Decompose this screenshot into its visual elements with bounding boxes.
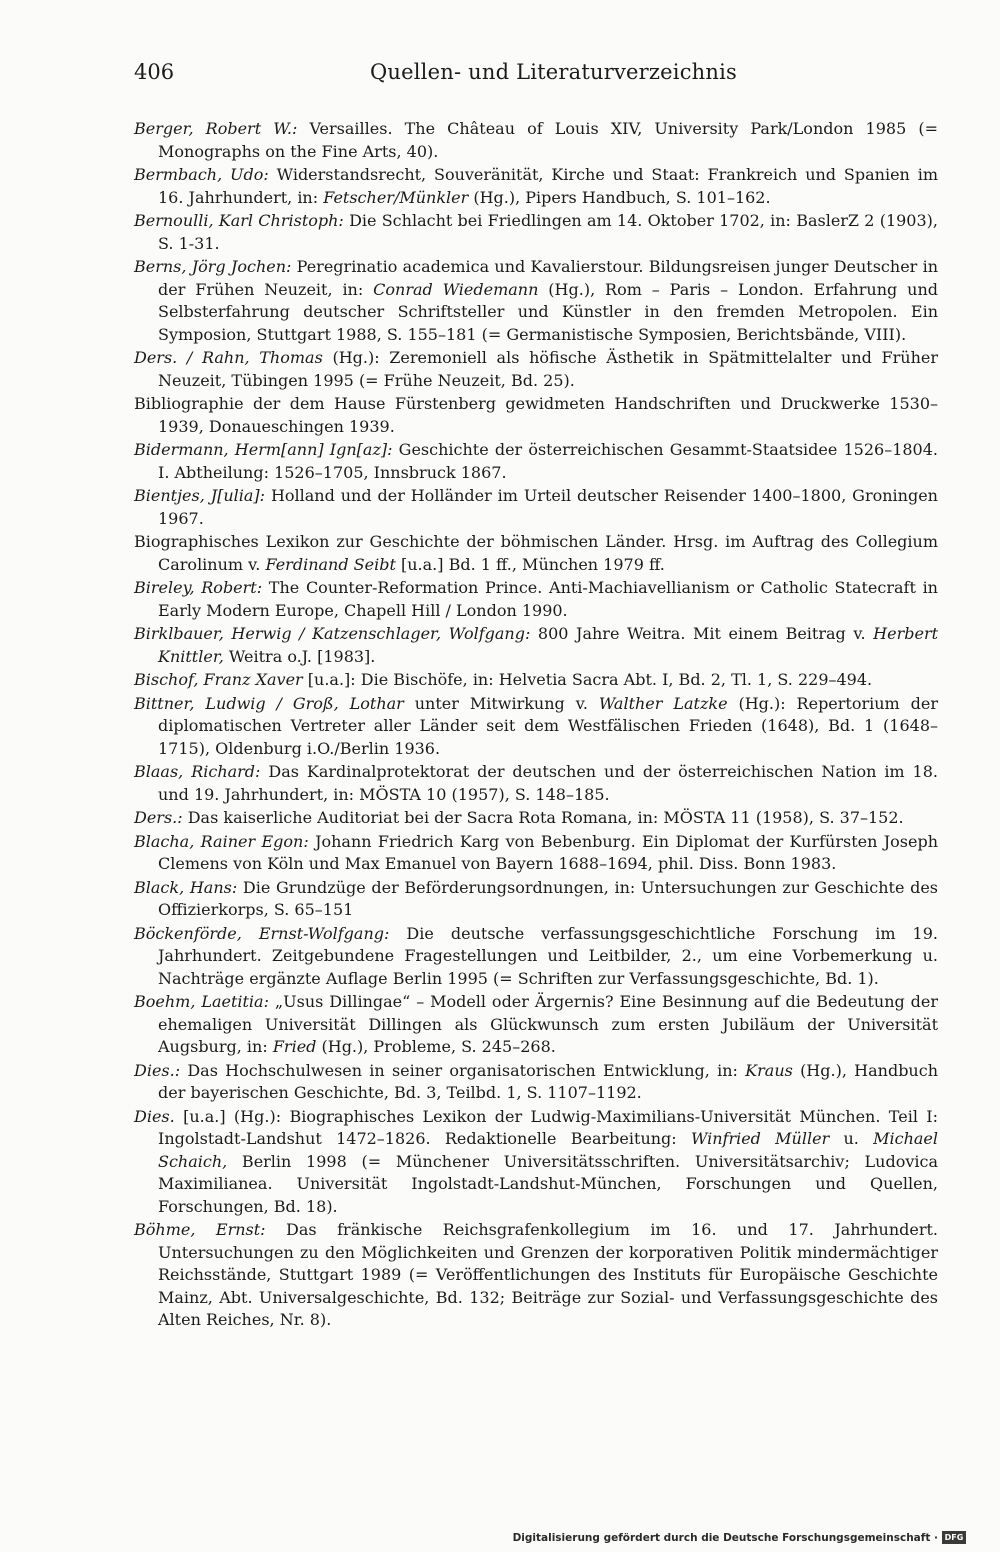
bibliography-entry [134, 693, 938, 761]
bibliography-entry [134, 669, 938, 692]
entry-italic-segment: Berns, Jörg Jochen: [134, 257, 292, 276]
bibliography-entry [134, 991, 938, 1059]
entry-text-segment: Bibliographie der dem Hause Fürstenberg gewidmeten Handschriften und Druckwerke 1530–1939, Donaueschingen 1939. [134, 394, 938, 436]
entry-italic-segment: Ferdinand Seibt [265, 554, 396, 574]
entry-italic-segment: Berger, Robert W.: [134, 119, 298, 138]
bibliography-entry [134, 485, 938, 530]
entry-italic-segment: Ders. / Rahn, Thomas [134, 348, 323, 367]
entry-italic-segment: Fried [272, 1037, 317, 1056]
entry-text-segment: Versailles. The Château of Louis XIV, University Park/London 1985 (= Monographs on the Fine Arts, 40). [158, 119, 938, 161]
entry-italic-segment: Black, Hans: [134, 877, 238, 897]
entry-text-segment: (Hg.), Pipers Handbuch, S. 101–162. [468, 187, 771, 207]
bibliography-entry [134, 923, 938, 991]
entry-text-segment: „Usus Dillingae“ – Modell oder Ärgernis? Eine Besinnung auf die Bedeutung der ehemaligen Universität Dillingen als Glückwunsch zum ersten Jubiläum der Universität Augsburg, in: [158, 992, 938, 1056]
entry-italic-segment: Bischof, Franz Xaver [134, 670, 303, 689]
entry-italic-segment: Boehm, Laetitia: [134, 992, 269, 1011]
entry-italic-segment: Fetscher/Münkler [323, 187, 469, 207]
entry-text-segment: Die Grundzüge der Beförderungsordnungen, in: Untersuchungen zur Geschichte des Offizierkorps, S. 65–151 [158, 877, 939, 919]
entry-italic-segment: Dies.: [134, 1060, 181, 1080]
entry-italic-segment: Blaas, Richard: [134, 762, 261, 781]
entry-text-segment: Berlin 1998 (= Münchener Universitätsschriften. Universitätsarchiv; Ludovica Maximilianea. Universität Ingolstadt-Landshut-München, Forschungen und Quellen, Forschungen, Bd. 18). [158, 1151, 938, 1216]
entry-text-segment: (Hg.), Handbuch der bayerischen Geschichte, Bd. 3, Teilbd. 1, S. 1107–1192. [158, 1060, 938, 1102]
bibliography-entry [134, 761, 938, 806]
entry-text-segment: [u.a.] (Hg.): Biographisches Lexikon der Ludwig-Maximilians-Universität München. Teil I: Ingolstadt-Landshut 1472–1826. Redaktionelle Bearbeitung: [158, 1106, 938, 1148]
entry-text-segment: (Hg.): Repertorium der diplomatischen Vertreter aller Länder seit dem Westfälischen Frieden (1648), Bd. 1 (1648–1715), Oldenburg i.O./Berlin 1936. [158, 693, 939, 758]
entry-italic-segment: Birklbauer, Herwig / Katzenschlager, Wolfgang: [134, 624, 531, 643]
entry-text-segment: Geschichte der österreichischen Gesammt-Staatsidee 1526–1804. I. Abtheilung: 1526–1705, Innsbruck 1867. [158, 440, 938, 482]
page-number: 406 [134, 60, 175, 84]
bibliography-entry [134, 256, 938, 346]
bibliography-entry [134, 877, 938, 922]
entry-text-segment: Johann Friedrich Karg von Bebenburg. Ein Diplomat der Kurfürsten Joseph Clemens von Köln und Max Emanuel von Bayern 1688–1694, phil. Diss. Bonn 1983. [158, 831, 939, 873]
entry-italic-segment: Michael Schaich, [158, 1129, 939, 1171]
entry-text-segment: Das fränkische Reichsgrafenkollegium im 16. und 17. Jahrhundert. Untersuchungen zu den Möglichkeiten und Grenzen der korporativen Politik mindermächtiger Reichsstände, Stuttgart 1989 (= Veröffentlichungen des Instituts für Europäische Geschichte Mainz, Abt. Universalgeschichte, Bd. 132; Beiträge zur Sozial- und Verfassungsgeschichte des Alten Reiches, Nr. 8). [158, 1220, 939, 1329]
entry-text-segment: Widerstandsrecht, Souveränität, Kirche und Staat: Frankreich und Spanien im 16. Jahrhundert, in: [158, 165, 938, 207]
running-head [134, 60, 938, 96]
entry-italic-segment: Bireley, Robert: [134, 578, 263, 597]
entry-italic-segment: Böckenförde, Ernst-Wolfgang: [134, 923, 390, 943]
entry-italic-segment: Bernoulli, Karl Christoph: [134, 211, 344, 230]
bibliography-entry [134, 1060, 938, 1105]
entry-text-segment: The Counter-Reformation Prince. Anti-Machiavellianism or Catholic Statecraft in Early Modern Europe, Chapell Hill / London 1990. [158, 578, 938, 620]
bibliography-entry [134, 210, 938, 255]
entry-text-segment: Holland und der Holländer im Urteil deutscher Reisender 1400–1800, Groningen 1967. [158, 486, 938, 528]
entry-italic-segment: Bittner, Ludwig / Groß, Lothar [134, 693, 404, 713]
entry-text-segment: Die Schlacht bei Friedlingen am 14. Oktober 1702, in: BaslerZ 2 (1903), S. 1-31. [158, 211, 938, 253]
entry-text-segment: [u.a.]: Die Bischöfe, in: Helvetia Sacra Abt. I, Bd. 2, Tl. 1, S. 229–494. [302, 670, 873, 689]
entry-italic-segment: Bermbach, Udo: [134, 165, 269, 184]
dfg-logo-icon: DFG [942, 1531, 966, 1544]
entry-text-segment: Weitra o.J. [1983]. [223, 646, 376, 666]
entry-text-segment: unter Mitwirkung v. [403, 693, 599, 713]
entry-italic-segment: Böhme, Ernst: [134, 1220, 266, 1239]
entry-text-segment: [u.a.] Bd. 1 ff., München 1979 ff. [395, 554, 665, 574]
entry-italic-segment: Bidermann, Herm[ann] Ign[az]: [134, 440, 393, 459]
bibliography-entry [134, 1106, 938, 1219]
entry-italic-segment: Dies. [134, 1106, 175, 1126]
entry-text-segment: Biographisches Lexikon zur Geschichte der böhmischen Länder. Hrsg. im Auftrag des Collegium Carolinum v. [134, 532, 938, 574]
bibliography-entry [134, 439, 938, 484]
entry-text-segment: Das Kardinalprotektorat der deutschen und der österreichischen Nation im 18. und 19. Jahrhundert, in: MÖSTA 10 (1957), S. 148–185. [158, 762, 938, 804]
entry-italic-segment: Walther Latzke [598, 693, 728, 713]
bibliography-entry [134, 623, 938, 668]
entry-text-segment: 800 Jahre Weitra. Mit einem Beitrag v. [530, 624, 874, 643]
entry-text-segment: Die deutsche verfassungsgeschichtliche Forschung im 19. Jahrhundert. Zeitgebundene Fragestellungen und Leitbilder, 2., um eine Vorbemerkung u. Nachträge ergänzte Auflage Berlin 1995 (= Schriften zur Verfassungsgeschichte, Bd. 1). [158, 923, 938, 988]
entry-text-segment: (Hg.): Zeremoniell als höfische Ästhetik in Spätmittelalter und Früher Neuzeit, Tübingen 1995 (= Frühe Neuzeit, Bd. 25). [158, 348, 938, 390]
bibliography-entry [134, 1219, 938, 1332]
bibliography-entry [134, 807, 938, 830]
entry-text-segment: Das Hochschulwesen in seiner organisatorischen Entwicklung, in: [180, 1060, 746, 1080]
entry-text-segment: u. [829, 1129, 874, 1148]
credit-text: Digitalisierung gefördert durch die Deutsche Forschungsgemeinschaft · [512, 1531, 938, 1544]
entry-italic-segment: Blacha, Rainer Egon: [134, 831, 309, 851]
bibliography-entry [134, 347, 938, 392]
bibliography-entry [134, 577, 938, 622]
bibliography-list [134, 118, 938, 1333]
entry-text-segment: Peregrinatio academica und Kavalierstour. Bildungsreisen junger Deutscher in der Frühen Neuzeit, in: [158, 257, 938, 299]
entry-italic-segment: Herbert Knittler, [158, 624, 939, 666]
bibliography-entry [134, 393, 938, 438]
bibliography-entry [134, 118, 938, 163]
entry-italic-segment: Bientjes, J[ulia]: [134, 486, 266, 505]
entry-text-segment: (Hg.), Probleme, S. 245–268. [316, 1037, 556, 1056]
bibliography-entry [134, 164, 938, 209]
entry-italic-segment: Conrad Wiedemann [373, 279, 539, 299]
digitization-credit [513, 1531, 966, 1544]
entry-text-segment: Das kaiserliche Auditoriat bei der Sacra Rota Romana, in: MÖSTA 11 (1958), S. 37–152. [182, 808, 904, 827]
entry-text-segment: (Hg.), Rom – Paris – London. Erfahrung und Selbsterfahrung deutscher Schriftsteller und Künstler in den fremden Metropolen. Ein Symposion, Stuttgart 1988, S. 155–181 (= Germanistische Symposien, Berichtsbände, VIII). [158, 279, 939, 344]
entry-italic-segment: Ders.: [134, 808, 183, 827]
entry-italic-segment: Winfried Müller [690, 1129, 830, 1148]
entry-italic-segment: Kraus [745, 1060, 793, 1080]
running-title: Quellen- und Literaturverzeichnis [370, 60, 738, 84]
bibliography-entry [134, 831, 938, 876]
bibliography-entry [134, 531, 938, 576]
